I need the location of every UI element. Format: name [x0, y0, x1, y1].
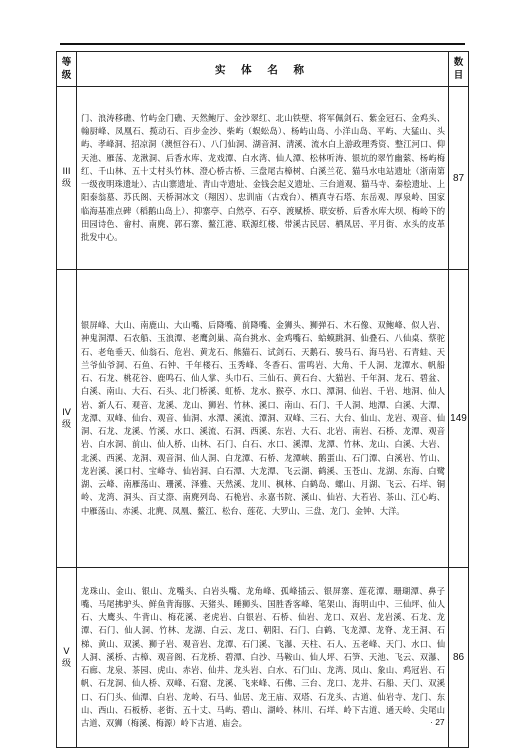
grade-char: 级	[61, 658, 71, 669]
table-row	[57, 568, 469, 748]
entity-count: 87	[449, 87, 469, 270]
header-count-char-2: 目	[453, 70, 464, 81]
header-grade	[57, 52, 77, 87]
header-count-char-1: 数	[453, 57, 464, 68]
grade-label	[57, 87, 77, 270]
header-count	[449, 52, 469, 87]
table-header-row	[57, 52, 469, 87]
table-row	[57, 270, 469, 568]
entity-count: 149	[449, 270, 469, 568]
page-number: · 27 ·	[430, 717, 450, 727]
grade-label	[57, 270, 77, 568]
header-grade-char-1: 等	[61, 57, 72, 68]
table-row	[57, 87, 469, 270]
grade-table	[56, 51, 469, 748]
grade-char: 级	[61, 179, 71, 189]
entity-list: 银屏峰、大山、南鹿山、大山嘴、后降嘴、前降嘴、金狮头、狮弹石、木石像、双鲍峰、似人岩、神鬼洞潭、石农船、玉浪潭、老鹰剑巢、高台挑水、金鸡嘴石、蛤蟆跳洞、仙叠石、八仙桌、蔡驼石、老龟垂天、仙翁石、危岩、黄龙石、熊猫石、试剑石、天鹅石、骏马石、海马岩、石青蛙、天兰爷仙爷洞、石鱼、石钟、千年楼石、玉秀峰、冬香石、雷鸣岩、大角、千人洞、龙潭水、帆船石、石龙、桃花谷、鹿鸣石、仙人掌、头巾石、三仙石、黄石台、大猫岩、千年洞、龙石、碧盆、白溪、南山、大石、石头、北门桥溪、虹桥、龙水、猴亭、水口、潭洞、仙岩、千岩、地洞、仙人岩、新人石、观音、龙溪、龙山、狮岩、竹林、溪口、南山、石门、千人洞、地潭、白溪、大潭、龙潭、双峰、仙台、观音、仙洞、水潭、溪流、潭洞、双峰、三石、大台、仙山、龙岩、观音、仙洞、石龙、龙溪、竹溪、水口、溪流、石洞、西溪、东岩、大石、北岩、南岩、石桥、龙潭、观音岩、白水洞、前山、仙人桥、山林、石门、白石、水口、溪潭、龙潭、竹林、龙山、白溪、大岩、北溪、西溪、龙洞、观音洞、仙人洞、白龙潭、石桥、龙潭峡、鹅蛋山、石门潭、白溪岩、竹山、龙岩溪、溪口村、宝峰寺、仙岩洞、白石潭、大龙潭、飞云湖、鹤溪、玉苍山、龙湖、东海、白鹭湖、云峰、南雁荡山、珊溪、泽雅、天然溪、龙川、枫林、白鹤岛、螺山、月湖、飞云、石垟、铜岭、龙湾、洞头、百丈漈、南麂列岛、石桅岩、永嘉书院、溪山、仙岩、大若岩、茶山、江心屿、中雁荡山、赤溪、北麂、凤凰、鳌江、松台、莲花、大罗山、三盘、龙门、金钟、大洋。	[77, 270, 449, 568]
grade-roman: III	[62, 167, 71, 177]
grade-label	[57, 568, 77, 748]
grade-roman: IV	[62, 407, 71, 418]
entity-list: 龙珠山、金山、银山、龙嘴头、白岩头嘴、龙角峰、孤峰插云、银屏寨、莲花潭、珊瑚潭、鼻子嘴、马尾拂驴头、鲜鱼背海豚、天猪头、睡狮头、国胜香客峰、笔架山、海明山中、三仙坪、仙人石、大鹰头、牛背山、梅花溪、老虎岩、白银岩、石桥、仙岩、龙口、双岩、龙岩溪、石龙、龙潭、石门、仙人洞、竹林、龙湖、白云、龙口、朝阳、石门、白鹤、飞龙潭、龙脊、龙王洞、石梯、黄山、双溪、狮子岩、观音岩、龙潭、石门溪、飞瀑、天柱、石人、五老峰、天门、水口、仙人洞、溪桥、古樟、观音阁、石龙桥、碧潭、白沙、马鞍山、仙人坪、石笋、天池、飞云、双瀑、石廊、龙泉、茶园、虎山、赤岩、仙井、龙头岩、白水、石门山、龙湾、凤山、象山、鸡冠岩、石帆、石龙洞、仙人桥、双峰、石窟、龙溪、飞来峰、石佛、三台、龙口、龙井、石船、天门、双溪口、石门头、仙潭、白岩、龙岭、石马、仙居、龙王庙、双塔、石龙头、古道、仙岩寺、龙门、东山、西山、石板桥、老街、五十丈、马屿、碧山、湖岭、林川、石垟、岭下古道、通天岭、尖尾山古道、双狮（梅溪、梅源）岭下古道、庙会。	[77, 568, 449, 748]
entity-count: 86	[449, 568, 469, 748]
entity-list: 门、浪涛移礁、竹屿金门礁、天然鲍厅、金沙翠红、北山铁壁、将军佩剑石、紫金冠石、金鸡头、翰厨峰、凤凰石、揽动石、百步金沙、柴屿（蜈蚣岛）、杨屿山岛、小洋山岛、平屿、大猛山、头屿、孝峰洞、招凉洞（澳恒谷石）、八门仙洞、湖音洞、清溪、流水白上游政理秀资、整江河口、仰天池、雁荡、龙湫洞、后香水库、龙戏潭、白水湾、仙人潭、松林听涛、银坑的翠竹幽萦、杨屿梅红、千山林、五十丈村头竹林、澄心桥古桥、三盘尾古樟树、白溪兰花、猫马水电站遗址（浙南第一级夜明珠遗址）、古山寨遗址、青山寺遗址、金钱会起义遗址、三台道观、猫马寺、秦桧遗址、上阳泰翁墓、苏氏阁、天桥洞冰文（翔因）、忠训庙（古戏台）、栖真寺石塔、东岳观、厚泉岭、国家临海基准点碑（稻鹅山岛上）、抑寨亭、白然亭、石亭、渡赋桥、联安桥、后香水库大坝、梅岭下的田园诗色、畲村、南麂、郭石寨、鳌江港、联源红楼、带溪古民居、栖凤居、平月街、水头的皮革批发中心。	[77, 87, 449, 270]
top-rule	[60, 43, 465, 45]
header-entity-name: 实 体 名 称	[77, 52, 449, 87]
grade-char: 级	[61, 419, 71, 430]
grade-roman: V	[63, 646, 70, 657]
header-grade-char-2: 级	[61, 70, 72, 81]
